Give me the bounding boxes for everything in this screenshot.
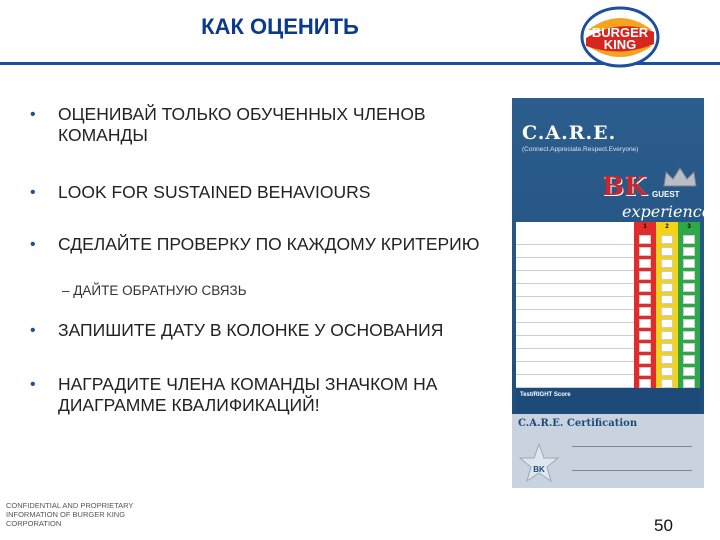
score-checkbox bbox=[639, 271, 651, 280]
score-checkbox bbox=[683, 259, 695, 268]
score-checkbox bbox=[639, 307, 651, 316]
score-checkbox bbox=[661, 283, 673, 292]
bk-text: BK bbox=[602, 172, 647, 202]
score-checkbox bbox=[639, 355, 651, 364]
score-checkbox bbox=[683, 247, 695, 256]
page-number: 50 bbox=[654, 516, 673, 535]
score-checkbox bbox=[639, 283, 651, 292]
card-subtitle: (Connect.Appreciate.Respect.Everyone) bbox=[522, 146, 639, 153]
score-checkbox bbox=[683, 271, 695, 280]
score-checkbox bbox=[639, 343, 651, 352]
crown-icon bbox=[662, 166, 698, 188]
criteria-row bbox=[516, 245, 634, 258]
star-badge-icon bbox=[518, 442, 560, 484]
score-checkbox bbox=[683, 379, 695, 388]
score-checkbox bbox=[639, 235, 651, 244]
criteria-row bbox=[516, 362, 634, 375]
score-checkbox bbox=[639, 247, 651, 256]
score-checkbox bbox=[661, 331, 673, 340]
score-checkbox bbox=[683, 355, 695, 364]
criteria-row bbox=[516, 336, 634, 349]
svg-text:BK: BK bbox=[533, 465, 545, 474]
score-checkbox bbox=[639, 295, 651, 304]
criteria-table bbox=[516, 222, 700, 412]
score-bar: Test/RIGHT Score bbox=[516, 388, 700, 416]
score-checkbox bbox=[639, 259, 651, 268]
care-card-image bbox=[512, 98, 712, 488]
card-title: C.A.R.E. bbox=[522, 122, 617, 144]
score-checkbox bbox=[661, 295, 673, 304]
certification-panel bbox=[512, 414, 704, 488]
score-checkbox bbox=[661, 379, 673, 388]
criteria-row bbox=[516, 271, 634, 284]
score-checkbox bbox=[661, 319, 673, 328]
criteria-row bbox=[516, 297, 634, 310]
criteria-row bbox=[516, 232, 634, 245]
score-checkbox bbox=[639, 331, 651, 340]
criteria-row bbox=[516, 284, 634, 297]
burger-king-logo bbox=[580, 6, 660, 68]
bullet-dot-icon: • bbox=[30, 184, 36, 201]
score-checkbox bbox=[661, 343, 673, 352]
criteria-list bbox=[516, 232, 634, 401]
score-checkbox bbox=[661, 259, 673, 268]
score-column-3: 3 bbox=[678, 222, 700, 412]
score-checkbox bbox=[661, 247, 673, 256]
score-column-1: 1 bbox=[634, 222, 656, 412]
guest-text: GUEST bbox=[652, 190, 680, 199]
confidential-notice: CONFIDENTIAL AND PROPRIETARY INFORMATION OF BURGER KING CORPORATION bbox=[6, 501, 134, 528]
score-checkbox bbox=[683, 307, 695, 316]
score-checkbox bbox=[683, 367, 695, 376]
criteria-row bbox=[516, 310, 634, 323]
score-checkbox bbox=[661, 307, 673, 316]
score-checkbox bbox=[661, 271, 673, 280]
score-checkbox bbox=[661, 235, 673, 244]
bullet-dot-icon: • bbox=[30, 376, 36, 393]
score-checkbox bbox=[683, 331, 695, 340]
svg-text:KING: KING bbox=[603, 37, 637, 52]
criteria-row bbox=[516, 375, 634, 388]
experience-text: experience bbox=[622, 202, 712, 221]
cert-title: C.A.R.E. Certification bbox=[518, 418, 638, 429]
criteria-row bbox=[516, 258, 634, 271]
bullet-dot-icon: • bbox=[30, 236, 36, 253]
score-checkbox bbox=[661, 367, 673, 376]
svg-text:BURGER: BURGER bbox=[591, 25, 649, 40]
score-checkbox bbox=[639, 319, 651, 328]
criteria-row bbox=[516, 323, 634, 336]
score-checkbox bbox=[683, 283, 695, 292]
bullet-dot-icon: • bbox=[30, 322, 36, 339]
score-checkbox bbox=[639, 379, 651, 388]
score-checkbox bbox=[683, 295, 695, 304]
score-checkbox bbox=[661, 355, 673, 364]
criteria-row bbox=[516, 349, 634, 362]
score-checkbox bbox=[683, 343, 695, 352]
sub-bullet: – ДАЙТЕ ОБРАТНУЮ СВЯЗЬ bbox=[62, 283, 247, 298]
page-title: КАК ОЦЕНИТЬ bbox=[201, 14, 359, 39]
score-checkbox bbox=[639, 367, 651, 376]
bullet-dot-icon: • bbox=[30, 106, 36, 123]
score-column-2: 2 bbox=[656, 222, 678, 412]
score-checkbox bbox=[683, 235, 695, 244]
score-checkbox bbox=[683, 319, 695, 328]
